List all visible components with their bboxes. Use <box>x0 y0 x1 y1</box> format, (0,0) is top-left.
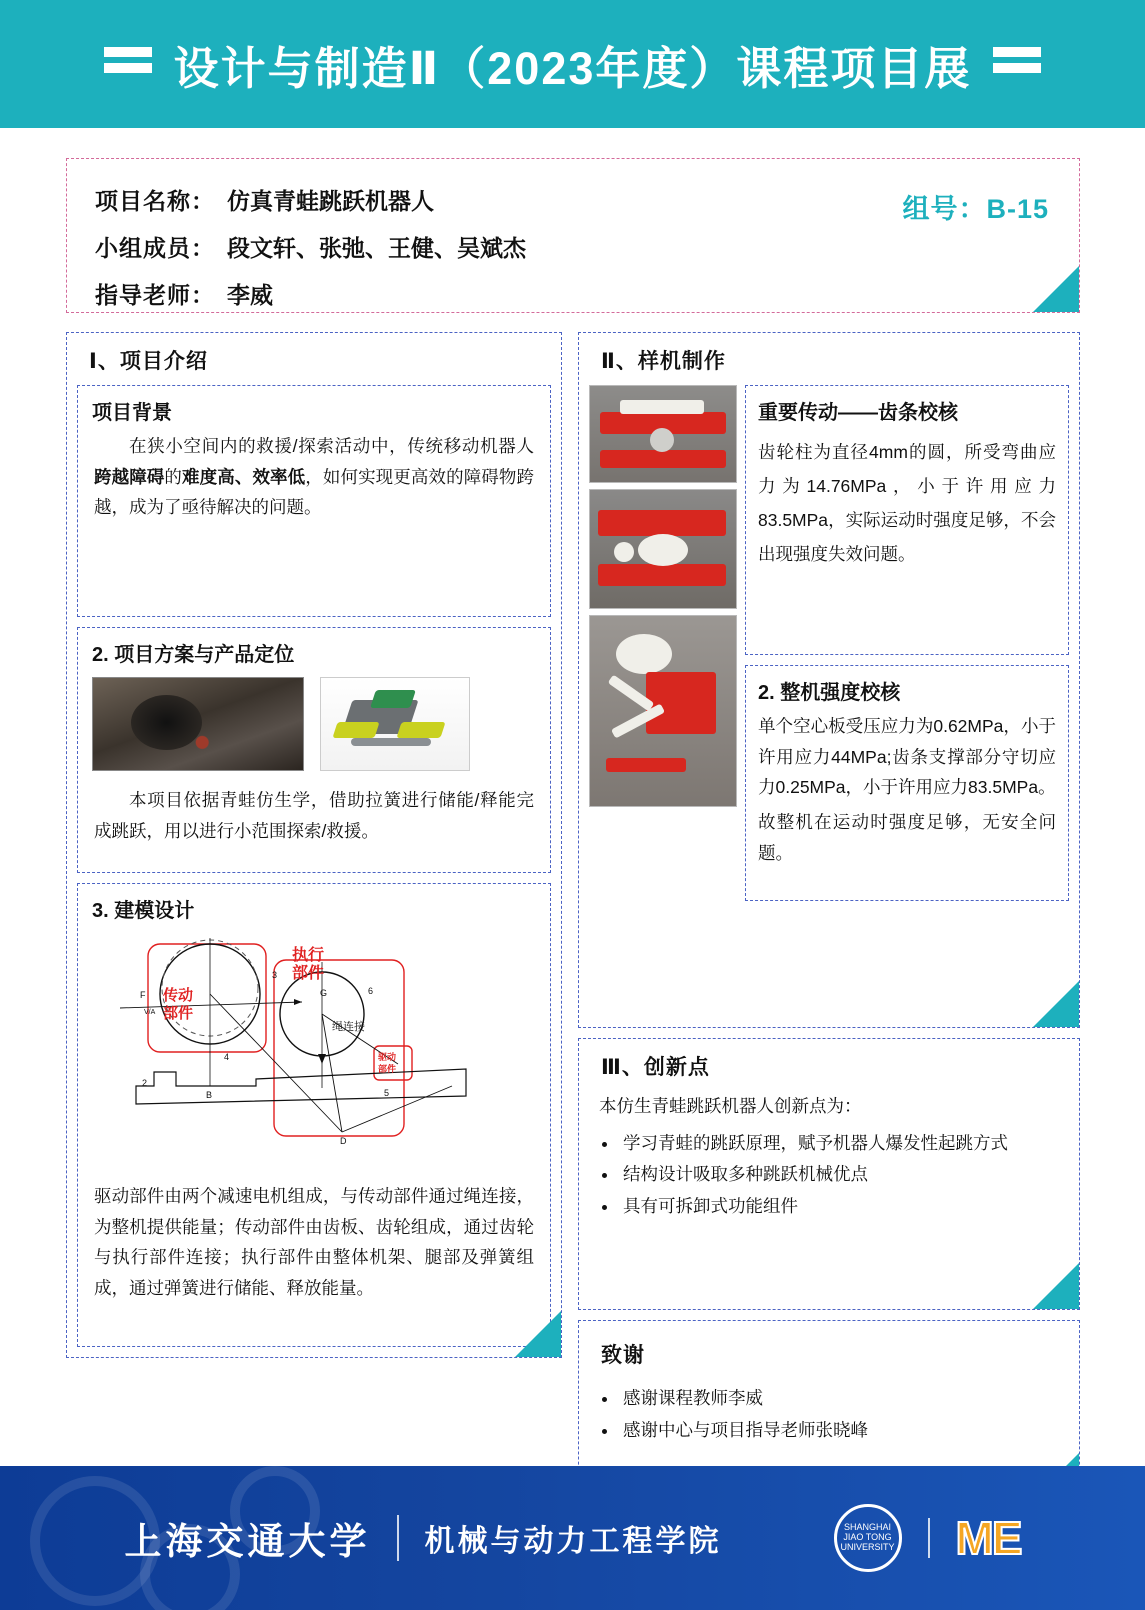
info-value: 段文轩、张弛、王健、吴斌杰 <box>227 235 526 261</box>
svg-text:2: 2 <box>142 1078 148 1088</box>
svg-text:绳连接: 绳连接 <box>332 1021 365 1033</box>
info-row-advisor <box>95 277 1079 310</box>
bg-text-part-3: ，如何实现更高效的障碍物跨越，成为了亟待解决的问题。 <box>94 466 535 518</box>
section-1-title: Ⅰ、项目介绍 <box>89 350 208 373</box>
gear-check-text: 齿轮柱为直径4mm的圆，所受弯曲应力为14.76MPa，小于许用应力83.5MPa，实际运动时强度足够，不会出现强度失效问题。 <box>758 442 1056 565</box>
svg-text:D: D <box>340 1136 347 1146</box>
info-label: 指导老师： <box>95 282 215 308</box>
left-column <box>66 332 562 1368</box>
subsection-background <box>77 385 551 617</box>
corner-triangle-decoration <box>1033 1263 1079 1309</box>
innovation-bullet-list <box>579 1128 1079 1223</box>
svg-text:驱动: 驱动 <box>378 1052 397 1062</box>
svg-text:部件: 部件 <box>163 1005 194 1022</box>
mechanism-schematic-diagram <box>105 935 523 1173</box>
subsection-modeling <box>77 883 551 1347</box>
section-2-title: Ⅱ、样机制作 <box>601 350 726 373</box>
school-name: 机械与动力工程学院 <box>424 1525 722 1558</box>
svg-text:6: 6 <box>368 986 374 996</box>
page-footer <box>0 1466 1145 1610</box>
strength-check-text-2: 故整机在运动时强度足够，无安全问题。 <box>758 811 1056 863</box>
page-title: 设计与制造Ⅱ（2023年度）课程项目展 <box>173 42 972 94</box>
list-item: • 学习青蛙的跳跃原理，赋予机器人爆发性起跳方式 <box>619 1128 1079 1160</box>
poster-body <box>0 128 1145 1466</box>
strength-check-text: 单个空心板受压应力为0.62MPa，小于许用应力44MPa;齿条支撑部分守切应力0.25MPa，小于许用应力83.5MPa。 <box>758 716 1056 798</box>
svg-text:5: 5 <box>384 1088 390 1098</box>
page-header <box>0 0 1145 128</box>
university-name: 上海交通大学 <box>124 1522 371 1563</box>
bg-text-emph-1: 跨越障碍 <box>94 466 165 487</box>
section-project-introduction <box>66 332 562 1358</box>
section-innovation <box>578 1038 1080 1310</box>
info-row-members <box>95 230 1079 263</box>
section-3-title: Ⅲ、创新点 <box>601 1056 710 1079</box>
scheme-text: 本项目依据青蛙仿生学，借助拉簧进行储能/释能完成跳跃，用以进行小范围探索/救援。 <box>94 790 534 841</box>
svg-text:部件: 部件 <box>292 965 325 982</box>
acknowledgement-bullet-list <box>579 1383 1079 1446</box>
subsection-modeling-text: 驱动部件由两个减速电机组成，与传动部件通过绳连接，为整机提供能量；传动部件由齿板、齿轮组成，通过齿轮与执行部件连接；执行部件由整体机架、腿部及弹簧组成，通过弹簧进行储能、释放能量。 <box>94 1186 534 1298</box>
svg-text:传动: 传动 <box>163 987 194 1004</box>
prototype-photo-bottom <box>589 615 737 807</box>
prototype-photo-middle <box>589 489 737 609</box>
subsection-strength-check <box>745 665 1069 901</box>
svg-text:3: 3 <box>272 970 278 980</box>
header-dash-right-icon <box>993 63 1041 73</box>
info-value: 仿真青蛙跳跃机器人 <box>227 188 434 214</box>
project-info-box <box>66 158 1080 313</box>
subsection-scheme-text <box>78 771 550 860</box>
svg-text:F: F <box>140 990 146 1000</box>
cave-rescue-photo <box>92 677 304 771</box>
corner-triangle-decoration <box>1033 266 1079 312</box>
svg-text:G: G <box>320 988 328 998</box>
bg-text-part-2: 的 <box>164 466 183 487</box>
subsection-background-title: 项目背景 <box>92 402 172 424</box>
svg-text:执行: 执行 <box>292 947 325 964</box>
svg-text:V/A: V/A <box>144 1009 156 1016</box>
svg-text:4: 4 <box>224 1052 230 1062</box>
university-seal-icon: SHANGHAI JIAO TONG UNIVERSITY <box>834 1504 902 1572</box>
list-item: • 感谢中心与项目指导老师张晓峰 <box>619 1415 1079 1447</box>
innovation-intro: 本仿生青蛙跳跃机器人创新点为： <box>599 1096 862 1116</box>
right-column <box>578 332 1080 1510</box>
subsection-scheme <box>77 627 551 873</box>
section-prototype <box>578 332 1080 1028</box>
header-dash-left-icon <box>104 63 152 73</box>
footer-divider <box>397 1515 399 1561</box>
bg-text-part-1: 在狭小空间内的救援/探索活动中，传统移动机器人 <box>129 436 534 456</box>
gear-check-title: 重要传动——齿条校核 <box>758 402 958 424</box>
info-label: 项目名称： <box>95 188 215 214</box>
subsection-modeling-title: 3. 建模设计 <box>92 900 195 922</box>
group-number-badge: 组号：B-15 <box>902 194 1049 224</box>
svg-text:B: B <box>206 1090 213 1100</box>
acknowledgement-title: 致谢 <box>601 1344 645 1367</box>
list-item: • 感谢课程教师李威 <box>619 1383 1079 1415</box>
info-label: 小组成员： <box>95 235 215 261</box>
list-item: • 具有可拆卸式功能组件 <box>619 1191 1079 1223</box>
info-value: 李威 <box>227 282 273 308</box>
subsection-scheme-title: 2. 项目方案与产品定位 <box>92 644 295 666</box>
svg-text:部件: 部件 <box>378 1064 397 1074</box>
corner-triangle-decoration <box>1033 981 1079 1027</box>
prototype-photo-top <box>589 385 737 483</box>
list-item: • 结构设计吸取多种跳跃机械优点 <box>619 1159 1079 1191</box>
strength-check-title: 2. 整机强度校核 <box>758 682 901 704</box>
bg-text-emph-2: 难度高、效率低 <box>182 466 306 487</box>
cad-model-thumbnail <box>320 677 470 771</box>
me-logo: ME <box>955 1512 1021 1564</box>
subsection-background-text <box>78 431 550 537</box>
corner-triangle-decoration <box>515 1311 561 1357</box>
subsection-gear-check <box>745 385 1069 655</box>
